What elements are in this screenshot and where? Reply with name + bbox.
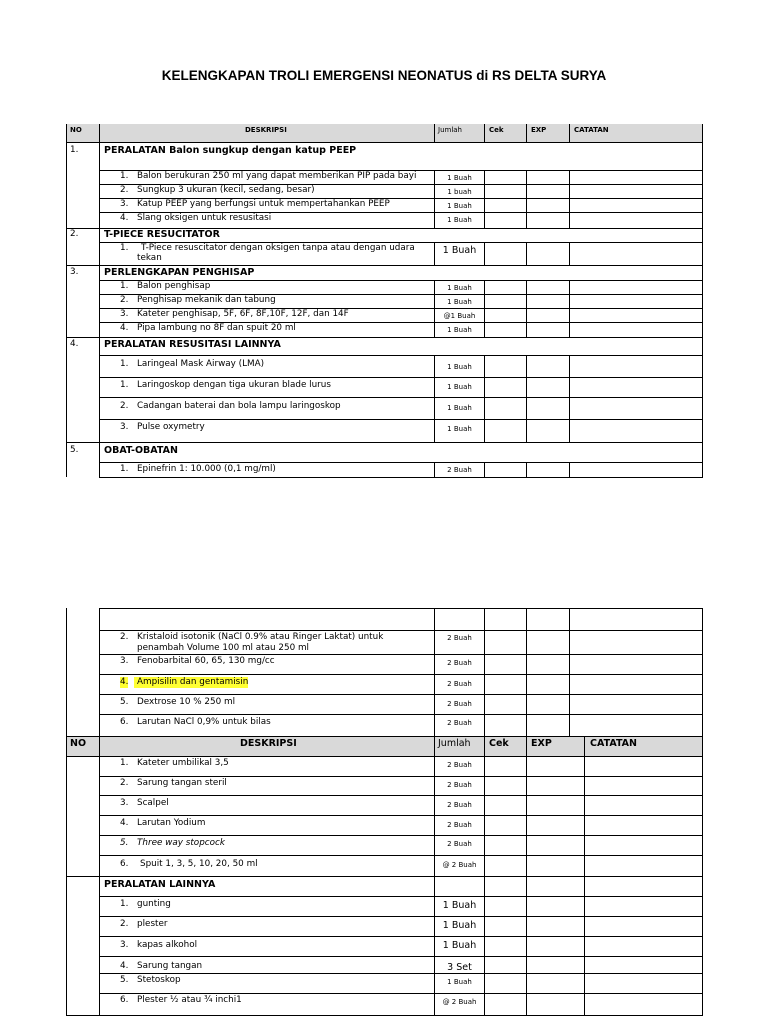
header-no: NO: [70, 738, 87, 749]
header-exp: EXP: [531, 738, 552, 749]
section-title: PERLENGKAPAN PENGHISAP: [104, 267, 255, 278]
section-title: PERALATAN Balon sungkup dengan katup PEEP: [104, 145, 357, 156]
header-cek: Cek: [489, 738, 509, 749]
header-jumlah: Jumlah: [438, 126, 462, 134]
header-deskripsi: DESKRIPSI: [245, 126, 287, 134]
section-number: 3.: [70, 267, 79, 277]
section-number: 1.: [70, 145, 79, 155]
header-no: NO: [70, 126, 82, 134]
section-title: OBAT-OBATAN: [104, 445, 178, 456]
section-number: 2.: [70, 229, 79, 239]
section-title: PERALATAN LAINNYA: [104, 879, 216, 890]
section-number: 5.: [70, 445, 79, 455]
header-deskripsi: DESKRIPSI: [240, 738, 297, 749]
highlighted-item-text: Ampisilin dan gentamisin: [134, 677, 248, 688]
header-catatan: CATATAN: [590, 738, 637, 749]
highlighted-item-number: 4.: [120, 677, 129, 687]
section-number: 4.: [70, 339, 79, 349]
section-title: T-PIECE RESUCITATOR: [104, 229, 220, 240]
document-title: KELENGKAPAN TROLI EMERGENSI NEONATUS di RS DELTA SURYA: [161, 68, 607, 83]
header-exp: EXP: [531, 126, 547, 134]
header-catatan: CATATAN: [574, 126, 609, 134]
header-jumlah: Jumlah: [438, 738, 471, 749]
section-title: PERALATAN RESUSITASI LAINNYA: [104, 339, 281, 350]
header-cek: Cek: [489, 126, 504, 134]
